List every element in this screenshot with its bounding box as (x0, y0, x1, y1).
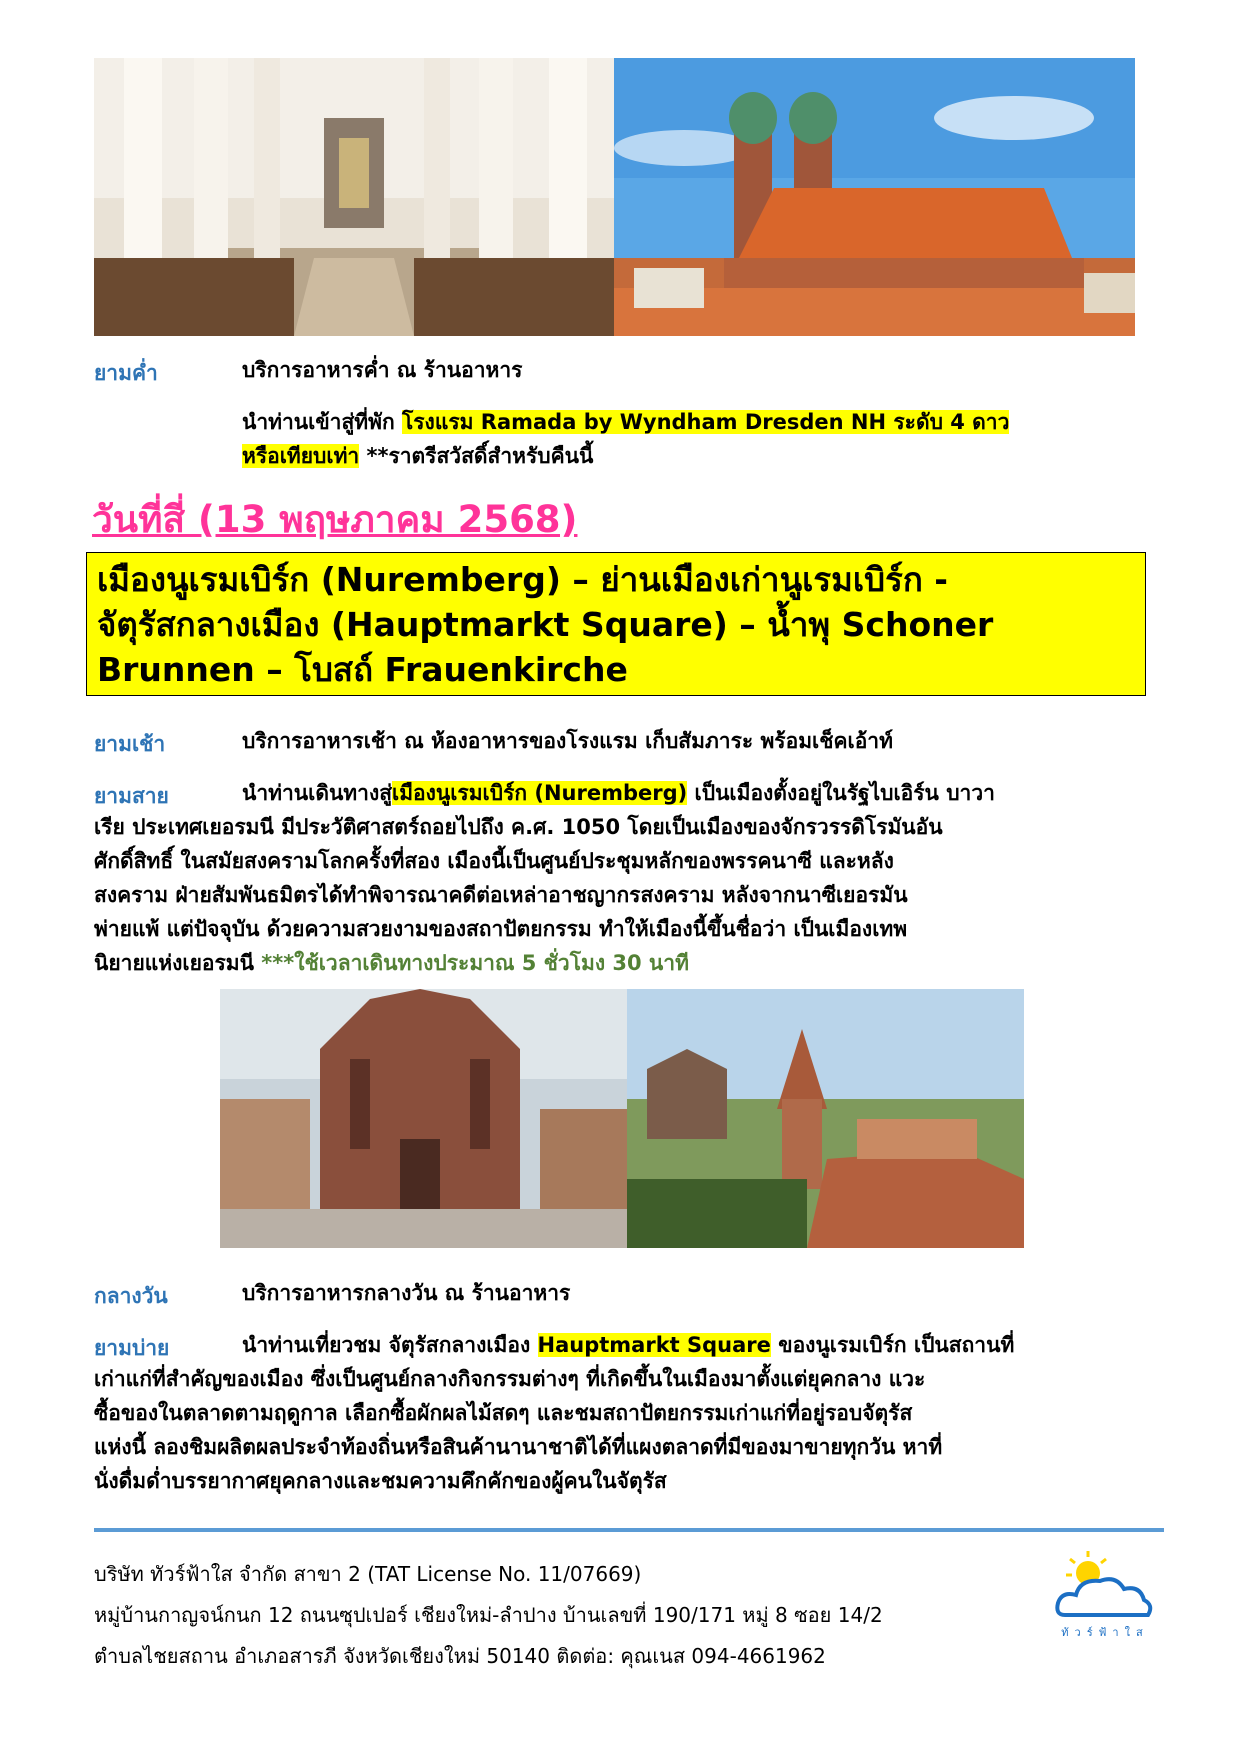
afternoon-line-5: นั่งดื่มด่ำบรรยากาศยุคกลางและชมความคึกคักของผู้คนในจัตุรัส (94, 1469, 667, 1493)
late-morning-line-4: สงคราม ฝ่ายสัมพันธมิตรได้ทำพิจารณาคดีต่อเหล่าอาชญากรสงคราม หลังจากนาซีเยอรมัน (94, 883, 908, 907)
afternoon-line-4: แห่งนี้ ลองชิมผลิตผลประจำท้องถิ่นหรือสินค้านานาชาติได้ที่แผงตลาดที่มีของมาขายทุกวัน หาที่ (94, 1435, 943, 1459)
hotel-prefix: นำท่านเข้าสู่ที่พัก (242, 410, 402, 434)
hotel-name-highlight: โรงแรม Ramada by Wyndham Dresden NH ระดับ 4 ดาว (402, 410, 1010, 434)
dinner-text: บริการอาหารค่ำ ณ ร้านอาหาร (242, 358, 523, 382)
nuremberg-church-facade-photo (220, 989, 627, 1248)
afternoon-line-3: ซื้อของในตลาดตามฤดูกาล เลือกซื้อผักผลไม้สดๆ และชมสถาปัตยกรรมเก่าแก่ที่อยู่รอบจัตุรัส (94, 1401, 913, 1425)
lunch-label: กลางวัน (94, 1284, 168, 1308)
dinner-label: ยามค่ำ (94, 361, 158, 385)
lunch-text: บริการอาหารกลางวัน ณ ร้านอาหาร (242, 1281, 571, 1305)
hotel-equivalent-highlight: หรือเทียบเท่า (242, 444, 360, 468)
day-heading: วันที่สี่ (13 พฤษภาคม 2568) (92, 498, 578, 541)
late-morning-line-3: ศักดิ์สิทธิ์ ในสมัยสงครามโลกครั้งที่สอง เมืองนี้เป็นศูนย์ประชุมหลักของพรรคนาซี และหลัง (94, 849, 894, 873)
travel-time-note: ***ใช้เวลาเดินทางประมาณ 5 ชั่วโมง 30 นาที (261, 951, 689, 975)
hauptmarkt-highlight: Hauptmarkt Square (537, 1333, 771, 1357)
nuremberg-old-town-rooftops-photo (627, 989, 1024, 1248)
morning-label: ยามเช้า (94, 732, 166, 756)
hotel-suffix: **ราตรีสวัสดิ์สำหรับคืนนี้ (359, 444, 594, 468)
title-line-2: จัตุรัสกลางเมือง (Hauptmarkt Square) – น้ำพุ Schoner (97, 605, 994, 644)
cathedral-interior-photo (94, 58, 614, 336)
company-logo (1050, 1545, 1160, 1645)
footer-address-1: หมู่บ้านกาญจน์กนก 12 ถนนซุปเปอร์ เชียงใหม่-ลำปาง บ้านเลขที่ 190/171 หมู่ 8 ซอย 14/2 (94, 1603, 883, 1627)
footer-company: บริษัท ทัวร์ฟ้าใส จำกัด สาขา 2 (TAT License No. 11/07669) (94, 1562, 642, 1586)
late-morning-line-5: พ่ายแพ้ แต่ปัจจุบัน ด้วยความสวยงามของสถาปัตยกรรม ทำให้เมืองนี้ขึ้นชื่อว่า เป็นเมืองเทพ (94, 917, 908, 941)
afternoon-prefix: นำท่านเที่ยวชม จัตุรัสกลางเมือง (242, 1333, 538, 1357)
logo-text: ทัวร์ฟ้าใส (1061, 1626, 1149, 1639)
title-line-3: Brunnen – โบสถ์ Frauenkirche (97, 650, 628, 689)
morning-text: บริการอาหารเช้า ณ ห้องอาหารของโรงแรม เก็บสัมภาระ พร้อมเช็คเอ้าท์ (242, 729, 893, 753)
afternoon-line-2: เก่าแก่ที่สำคัญของเมือง ซึ่งเป็นศูนย์กลางกิจกรรมต่างๆ ที่เกิดขึ้นในเมืองมาตั้งแต่ยุคกลาง แวะ (94, 1367, 926, 1391)
title-line-1: เมืองนูเรมเบิร์ก (Nuremberg) – ย่านเมืองเก่านูเรมเบิร์ก - (97, 560, 949, 599)
late-morning-line-2: เรีย ประเทศเยอรมนี มีประวัติศาสตร์ถอยไปถึง ค.ศ. 1050 โดยเป็นเมืองของจักรวรรดิโรมันอัน (94, 815, 943, 839)
footer-address-2: ตำบลไชยสถาน อำเภอสารภี จังหวัดเชียงใหม่ 50140 ติดต่อ: คุณเนส 094-4661962 (94, 1644, 826, 1668)
late-morning-line-6: นิยายแห่งเยอรมนี (94, 951, 262, 975)
itinerary-title-box (86, 552, 1146, 696)
late-morning-line1-rest: เป็นเมืองตั้งอยู่ในรัฐไบเอิร์น บาวา (687, 781, 995, 805)
hotel-info (242, 405, 1142, 473)
afternoon-paragraph (94, 1328, 1159, 1498)
late-morning-paragraph (94, 776, 1154, 980)
afternoon-line1-rest: ของนูเรมเบิร์ก เป็นสถานที่ (770, 1333, 1015, 1357)
afternoon-label: ยามบ่าย (94, 1336, 170, 1360)
late-morning-label: ยามสาย (94, 784, 169, 808)
late-morning-prefix: นำท่านเดินทางสู่ (242, 781, 393, 805)
nuremberg-highlight: เมืองนูเรมเบิร์ก (Nuremberg) (392, 781, 688, 805)
footer-divider (94, 1528, 1164, 1532)
frauenkirche-towers-photo (614, 58, 1135, 336)
